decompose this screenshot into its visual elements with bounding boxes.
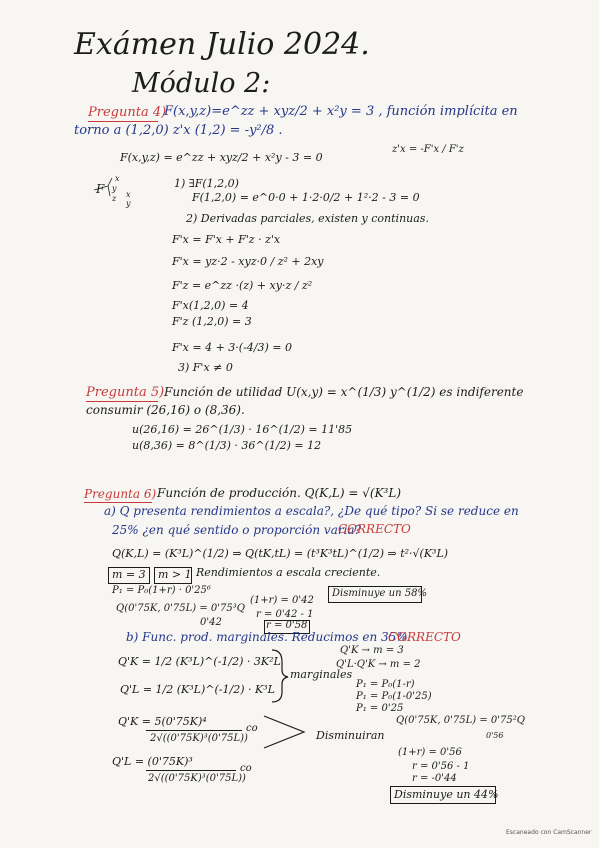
q5-u2: u(8,36) = 8^(1/3) · 36^(1/2) = 12 [132, 439, 322, 452]
q6-dismin: Disminuiran [316, 729, 385, 742]
q4-d2: F'x = yz·2 - xyz·0 / z² + 2xy [172, 255, 324, 268]
q4-d1: F'x = F'x + F'z · z'x [172, 233, 281, 246]
q6-mm2: Q'L·Q'K → m = 2 [336, 659, 421, 670]
q4-side-note: z'x = -F'x / F'z [392, 144, 464, 155]
tree-x2: x [126, 190, 131, 199]
q5-label: Pregunta 5) [86, 385, 165, 400]
marginales-brace [272, 650, 288, 702]
q6-pp1: P₁ = P₀(1-r) [356, 679, 415, 690]
q6-q056: 0'56 [486, 731, 504, 740]
m-box-2-text: m > 1 [158, 568, 192, 581]
q6-statement: Función de producción. Q(K,L) = √(K³L) [157, 486, 402, 500]
q6-s2: r = 0'56 - 1 [412, 761, 470, 772]
q6-mm1: Q'K → m = 3 [340, 645, 404, 656]
exam-title: Exámen Julio 2024. [74, 27, 370, 62]
q6-qexp: Q(K,L) = (K³L)^(1/2) ⇒ Q(tK,tL) = (t³K³tL)^(1/2) ⇒ t²·√(K³L) [112, 547, 449, 560]
q6-r2: r = 0'42 - 1 [256, 609, 314, 620]
q6-dism: Disminuye un 58% [332, 588, 427, 599]
q5-statement: Función de utilidad U(x,y) = x^(1/3) y^(1/2) es indiferente [164, 385, 524, 399]
tree-z: z [112, 194, 117, 203]
tree-F: F [96, 182, 105, 196]
q6-ql: Q'L = 1/2 (K³L)^(-1/2) · K³L [120, 683, 275, 696]
q6-s3: r = -0'44 [412, 773, 457, 784]
q4-d5: F'z (1,2,0) = 3 [172, 315, 252, 328]
q6-a2: 25% ¿en qué sentido o proporción varia? [112, 523, 362, 537]
q6-co2: co [240, 763, 252, 774]
rendimientos: Rendimientos a escala creciente. [196, 566, 381, 579]
scanner-footer: Escaneado con CamScanner [506, 829, 592, 836]
q6-q075: Q(0'75K, 0'75L) = 0'75³Q [116, 603, 245, 614]
q6-label: Pregunta 6) [84, 487, 157, 501]
q4-d7: 3) F'x ≠ 0 [178, 361, 233, 374]
q6-a1: a) Q presenta rendimientos a escala?, ¿De qué tipo? Si se reduce en [104, 504, 519, 518]
q6-qk: Q'K = 1/2 (K³L)^(-1/2) · 3K²L [118, 655, 281, 668]
q6-qk2b: 2√((0'75K)³(0'75L)) [150, 733, 248, 744]
q6-co1: co [246, 723, 258, 734]
tree-branches [94, 178, 112, 196]
q4-statement-2: torno a (1,2,0) z'x (1,2) = -y²/8 . [74, 123, 283, 138]
q4-step1b: F(1,2,0) = e^0·0 + 1·2·0/2 + 1²·2 - 3 = 0 [192, 191, 420, 204]
q4-step1: 1) ∃F(1,2,0) [174, 177, 239, 190]
tree-y2: y [126, 199, 131, 208]
q4-d3: F'z = e^zz ·(z) + xy·z / z² [172, 279, 313, 292]
q6-r3: r = 0'58 [266, 620, 308, 631]
q6-qk2: Q'K = 5(0'75K)⁴ [118, 715, 207, 728]
dismin-arrow [264, 716, 304, 748]
q6-b1: b) Func. prod. marginales. Reducimos en 35% [126, 630, 408, 644]
module-title: Módulo 2: [132, 68, 271, 99]
q6-ql2: Q'L = (0'75K)³ [112, 755, 193, 768]
q5-u1: u(26,16) = 26^(1/3) · 16^(1/2) = 11'85 [132, 423, 353, 436]
q6-pp3: P₁ = 0'25 [356, 703, 404, 714]
q4-label: Pregunta 4) [88, 105, 167, 120]
q6-pp2: P₁ = P₀(1-0'25) [356, 691, 432, 702]
q4-step2: 2) Derivadas parciales, existen y continuas. [186, 212, 429, 225]
tree-x: x [115, 174, 120, 183]
q6-q075-b: 0'42 [200, 617, 222, 628]
q6-marg: marginales [290, 668, 353, 681]
q6-a-correct: CORRECTO [338, 522, 411, 536]
q6-ql2b: 2√((0'75K)³(0'75L)) [148, 773, 246, 784]
q6-q075c: Q(0'75K, 0'75L) = 0'75²Q [396, 715, 525, 726]
q5-statement-2: consumir (26,16) o (8,36). [86, 403, 245, 417]
q4-d6: F'x = 4 + 3·(-4/3) = 0 [172, 341, 292, 354]
q4-d4: F'x(1,2,0) = 4 [172, 299, 249, 312]
tree-y: y [112, 184, 117, 193]
m-box-text: m = 3 [112, 568, 146, 581]
q6-dism2: Disminuye un 44% [394, 788, 499, 801]
q6-b-correct: CORRECTO [388, 630, 461, 644]
q6-s1: (1+r) = 0'56 [398, 747, 462, 758]
q6-p1: P₁ = P₀(1+r) · 0'25⁶ [112, 585, 211, 596]
q4-F-def: F(x,y,z) = e^zz + xyz/2 + x²y - 3 = 0 [120, 151, 323, 164]
q4-statement: F(x,y,z)=e^zz + xyz/2 + x²y = 3 , función implícita en [164, 104, 518, 119]
q6-r1: (1+r) = 0'42 [250, 595, 314, 606]
